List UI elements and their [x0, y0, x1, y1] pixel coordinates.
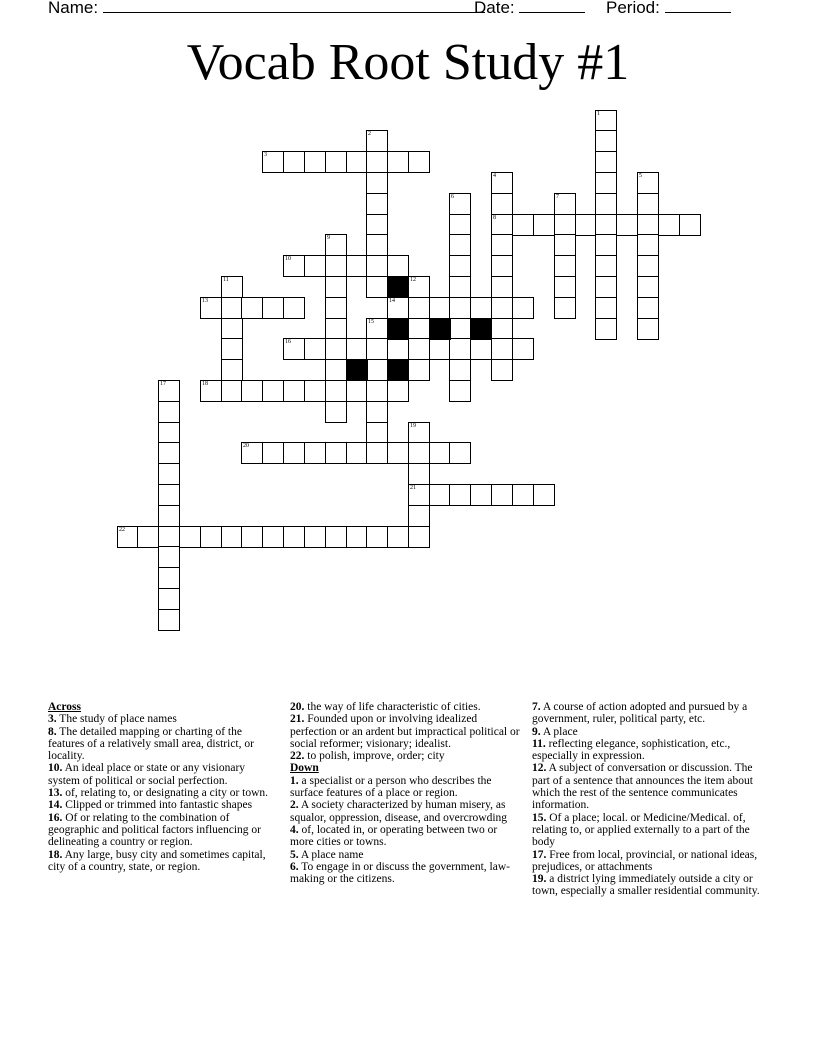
crossword-cell[interactable]	[595, 151, 617, 173]
crossword-cell[interactable]	[491, 484, 513, 506]
crossword-cell[interactable]	[512, 214, 534, 236]
crossword-cell[interactable]	[554, 234, 576, 256]
crossword-cell[interactable]	[470, 484, 492, 506]
crossword-cell[interactable]	[637, 214, 659, 236]
crossword-cell[interactable]	[595, 110, 617, 132]
clue-number: 17	[160, 381, 166, 387]
clue-item	[532, 873, 768, 898]
crossword-cell[interactable]	[387, 151, 409, 173]
crossword-cell[interactable]	[366, 318, 388, 340]
crossword-cell[interactable]	[533, 214, 555, 236]
crossword-cell[interactable]	[325, 255, 347, 277]
crossword-cell[interactable]	[366, 193, 388, 215]
black-square	[470, 318, 492, 340]
crossword-cell[interactable]	[221, 526, 243, 548]
clue-number: 21	[410, 485, 416, 491]
clue-item	[532, 726, 768, 738]
crossword-cell[interactable]	[491, 234, 513, 256]
crossword-cell[interactable]	[221, 338, 243, 360]
crossword-cell[interactable]	[179, 526, 201, 548]
clue-item-text: The study of place names	[56, 713, 177, 726]
crossword-cell[interactable]	[325, 151, 347, 173]
clue-item-text: to polish, improve, order; city	[304, 750, 445, 763]
crossword-cell[interactable]	[158, 567, 180, 589]
clue-item	[48, 799, 278, 811]
crossword-cell[interactable]	[408, 484, 430, 506]
crossword-cell[interactable]	[408, 151, 430, 173]
crossword-cell[interactable]	[158, 546, 180, 568]
clue-item-number: 9.	[532, 725, 541, 738]
crossword-cell[interactable]	[346, 151, 368, 173]
clue-number: 15	[368, 319, 374, 325]
crossword-cell[interactable]	[158, 442, 180, 464]
clue-item	[48, 787, 278, 799]
clue-item-number: 12.	[532, 762, 547, 775]
crossword-cell[interactable]	[408, 276, 430, 298]
clue-item	[532, 849, 768, 874]
crossword-cell[interactable]	[158, 588, 180, 610]
crossword-cell[interactable]	[408, 463, 430, 485]
clue-item-text: reflecting elegance, sophistication, etc., especially in expression.	[532, 737, 731, 763]
crossword-cell[interactable]	[158, 526, 180, 548]
clue-item-number: 14.	[48, 799, 63, 812]
clue-item-text: Founded upon or involving idealized perfection or an ardent but impractical political or social reformer; visionary; idealist.	[290, 713, 520, 750]
crossword-cell[interactable]	[325, 526, 347, 548]
clue-item	[532, 812, 768, 849]
clue-item-text: To engage in or discuss the government, law-making or the citizens.	[290, 860, 510, 886]
crossword-cell[interactable]	[366, 526, 388, 548]
clue-item	[48, 849, 278, 874]
crossword-cell[interactable]	[637, 318, 659, 340]
crossword-cell[interactable]	[491, 193, 513, 215]
crossword-cell[interactable]	[449, 234, 471, 256]
crossword-cell[interactable]	[595, 193, 617, 215]
crossword-cell[interactable]	[200, 526, 222, 548]
clue-number: 18	[202, 381, 208, 387]
clue-item	[290, 713, 520, 750]
clue-item	[290, 824, 520, 849]
clue-item-number: 5.	[290, 848, 299, 861]
clue-item-text: Of or relating to the combination of geographic and political factors influencing or delineating a country or region.	[48, 811, 261, 849]
crossword-cell[interactable]	[449, 484, 471, 506]
clue-item-number: 21.	[290, 713, 305, 726]
crossword-cell[interactable]	[637, 255, 659, 277]
crossword-cell[interactable]	[158, 380, 180, 402]
crossword-cell[interactable]	[200, 297, 222, 319]
crossword-cell[interactable]	[491, 297, 513, 319]
crossword-cell[interactable]	[637, 297, 659, 319]
crossword-cell[interactable]	[554, 214, 576, 236]
clue-number: 10	[285, 256, 291, 262]
clue-item	[290, 849, 520, 861]
across-clue-list	[48, 713, 278, 873]
crossword-cell[interactable]	[366, 130, 388, 152]
crossword-cell[interactable]	[304, 338, 326, 360]
crossword-cell[interactable]	[117, 526, 139, 548]
crossword-cell[interactable]	[158, 401, 180, 423]
crossword-cell[interactable]	[366, 255, 388, 277]
crossword-cell[interactable]	[325, 401, 347, 423]
crossword-cell[interactable]	[408, 297, 430, 319]
crossword-cell[interactable]	[366, 151, 388, 173]
across-heading: Across	[48, 701, 82, 713]
crossword-cell[interactable]	[366, 338, 388, 360]
crossword-cell[interactable]	[346, 380, 368, 402]
crossword-cell[interactable]	[283, 526, 305, 548]
crossword-cell[interactable]	[221, 297, 243, 319]
clue-item-text: A place name	[298, 848, 364, 861]
clue-item-number: 6.	[290, 860, 299, 873]
clues-column-2	[290, 701, 520, 885]
crossword-cell[interactable]	[241, 380, 263, 402]
clue-number: 3	[264, 152, 267, 158]
crossword-cell[interactable]	[325, 380, 347, 402]
crossword-cell[interactable]	[262, 151, 284, 173]
black-square	[346, 359, 368, 381]
crossword-cell[interactable]	[221, 276, 243, 298]
clue-item-number: 22.	[290, 750, 305, 763]
crossword-cell[interactable]	[304, 380, 326, 402]
crossword-cell[interactable]	[449, 318, 471, 340]
clue-item-number: 1.	[290, 774, 299, 787]
black-square	[429, 318, 451, 340]
crossword-cell[interactable]	[387, 338, 409, 360]
black-square	[387, 318, 409, 340]
crossword-cell[interactable]	[387, 526, 409, 548]
crossword-cell[interactable]	[491, 359, 513, 381]
clue-item-number: 4.	[290, 823, 299, 836]
crossword-cell[interactable]	[158, 484, 180, 506]
crossword-cell[interactable]	[512, 338, 534, 360]
clue-item-number: 8.	[48, 725, 57, 738]
crossword-cell[interactable]	[366, 359, 388, 381]
crossword-cell[interactable]	[449, 380, 471, 402]
crossword-cell[interactable]	[637, 172, 659, 194]
clue-number: 8	[493, 215, 496, 221]
crossword-cell[interactable]	[200, 380, 222, 402]
crossword-cell[interactable]	[449, 297, 471, 319]
crossword-cell[interactable]	[366, 214, 388, 236]
crossword-cell[interactable]	[283, 255, 305, 277]
clue-item-number: 2.	[290, 799, 299, 812]
crossword-cell[interactable]	[221, 380, 243, 402]
crossword-cell[interactable]	[283, 338, 305, 360]
crossword-cell[interactable]	[366, 422, 388, 444]
crossword-cell[interactable]	[491, 214, 513, 236]
crossword-cell[interactable]	[554, 193, 576, 215]
crossword-cell[interactable]	[637, 234, 659, 256]
crossword-cell[interactable]	[408, 442, 430, 464]
clue-number: 12	[410, 277, 416, 283]
crossword-cell[interactable]	[595, 318, 617, 340]
crossword-cell[interactable]	[491, 318, 513, 340]
crossword-cell[interactable]	[408, 422, 430, 444]
crossword-cell[interactable]	[387, 297, 409, 319]
crossword-cell[interactable]	[449, 442, 471, 464]
crossword-cell[interactable]	[366, 401, 388, 423]
clue-item	[532, 701, 768, 726]
crossword-cell[interactable]	[304, 151, 326, 173]
crossword-cell[interactable]	[554, 276, 576, 298]
crossword-cell[interactable]	[366, 276, 388, 298]
clue-item-number: 15.	[532, 811, 547, 824]
clue-number: 9	[327, 235, 330, 241]
crossword-cell[interactable]	[241, 526, 263, 548]
clue-number: 6	[451, 194, 454, 200]
crossword-cell[interactable]	[346, 338, 368, 360]
page-title: Vocab Root Study #1	[186, 34, 630, 91]
crossword-cell[interactable]	[595, 297, 617, 319]
clue-number: 5	[639, 173, 642, 179]
crossword-cell[interactable]	[221, 318, 243, 340]
crossword-cell[interactable]	[325, 338, 347, 360]
clue-item-number: 19.	[532, 873, 547, 886]
clue-item	[532, 738, 768, 763]
clue-item-number: 20.	[290, 701, 305, 713]
clue-item	[48, 762, 278, 787]
clue-item	[532, 762, 768, 811]
crossword-cell[interactable]	[366, 442, 388, 464]
clue-item-number: 7.	[532, 701, 541, 713]
clue-item	[48, 726, 278, 763]
crossword-cell[interactable]	[575, 214, 597, 236]
crossword-cell[interactable]	[366, 234, 388, 256]
crossword-cell[interactable]	[346, 442, 368, 464]
crossword-cell[interactable]	[241, 297, 263, 319]
crossword-cell[interactable]	[158, 609, 180, 631]
crossword-cell[interactable]	[283, 151, 305, 173]
clue-item-number: 18.	[48, 848, 63, 861]
period-label: Period:	[606, 0, 660, 17]
crossword-cell[interactable]	[429, 297, 451, 319]
crossword-cell[interactable]	[408, 526, 430, 548]
crossword-cell[interactable]	[304, 526, 326, 548]
clue-number: 1	[597, 111, 600, 117]
clue-item-text: An ideal place or state or any visionary system of political or social perfection.	[48, 762, 246, 787]
crossword-cell[interactable]	[325, 442, 347, 464]
clue-item	[290, 799, 520, 824]
crossword-cell[interactable]	[158, 505, 180, 527]
crossword-cell[interactable]	[325, 359, 347, 381]
crossword-cell[interactable]	[658, 214, 680, 236]
crossword-cell[interactable]	[137, 526, 159, 548]
across-clue-list-continued	[290, 701, 520, 762]
crossword-cell[interactable]	[512, 484, 534, 506]
crossword-cell[interactable]	[346, 255, 368, 277]
clue-item-text: Any large, busy city and sometimes capital, city of a country, state, or region.	[48, 848, 266, 873]
crossword-cell[interactable]	[595, 214, 617, 236]
crossword-cell[interactable]	[491, 172, 513, 194]
crossword-cell[interactable]	[221, 359, 243, 381]
clue-item-text: a specialist or a person who describes the surface features of a place or region.	[290, 774, 492, 800]
crossword-cell[interactable]	[408, 338, 430, 360]
crossword-cell[interactable]	[491, 276, 513, 298]
crossword-cell[interactable]	[679, 214, 701, 236]
crossword-cell[interactable]	[595, 234, 617, 256]
crossword-cell[interactable]	[637, 193, 659, 215]
crossword-cell[interactable]	[449, 214, 471, 236]
crossword-cell[interactable]	[158, 463, 180, 485]
crossword-cell[interactable]	[346, 526, 368, 548]
clue-number: 2	[368, 131, 371, 137]
clue-item-text: Clipped or trimmed into fantastic shapes	[62, 799, 253, 812]
crossword-cell[interactable]	[449, 193, 471, 215]
clue-item	[290, 861, 520, 886]
clue-item-number: 17.	[532, 848, 547, 861]
crossword-cell[interactable]	[449, 276, 471, 298]
clue-item-text: A place	[540, 725, 578, 738]
clue-item-text: The detailed mapping or charting of the features of a relatively small area, district, or locality.	[48, 725, 254, 763]
crossword-cell[interactable]	[408, 505, 430, 527]
crossword-cell[interactable]	[637, 276, 659, 298]
clue-item-text: A subject of conversation or discussion. The part of a sentence that announces the item about which the rest of the sentence communicates information.	[532, 762, 753, 812]
clue-number: 19	[410, 423, 416, 429]
crossword-cell[interactable]	[429, 338, 451, 360]
clue-item	[48, 713, 278, 725]
clue-item-number: 13.	[48, 787, 63, 800]
clue-number: 7	[556, 194, 559, 200]
clue-number: 14	[389, 298, 395, 304]
black-square	[387, 359, 409, 381]
clue-number: 22	[119, 527, 125, 533]
clue-item-text: Of a place; local. or Medicine/Medical. of, relating to, or applied externally to a part of the body	[532, 811, 750, 849]
crossword-cell[interactable]	[449, 338, 471, 360]
clue-item	[290, 750, 520, 762]
crossword-cell[interactable]	[241, 442, 263, 464]
crossword-cell[interactable]	[554, 297, 576, 319]
clue-item-text: A course of action adopted and pursued by a government, ruler, political party, etc.	[532, 701, 748, 726]
crossword-cell[interactable]	[283, 442, 305, 464]
clue-item-number: 10.	[48, 762, 63, 775]
crossword-cell[interactable]	[616, 214, 638, 236]
crossword-cell[interactable]	[304, 442, 326, 464]
clues-column-3	[532, 701, 768, 898]
crossword-cell[interactable]	[512, 297, 534, 319]
crossword-cell[interactable]	[408, 318, 430, 340]
crossword-cell[interactable]	[429, 484, 451, 506]
down-clue-list-continued	[532, 701, 768, 898]
clue-item-text: Free from local, provincial, or national ideas, prejudices, or attachments	[532, 848, 758, 873]
crossword-cell[interactable]	[325, 234, 347, 256]
name-label: Name:	[48, 0, 99, 17]
crossword-cell[interactable]	[595, 255, 617, 277]
crossword-cell[interactable]	[554, 255, 576, 277]
clue-item-text: of, relating to, or designating a city or town.	[62, 787, 269, 800]
down-heading: Down	[290, 762, 319, 775]
crossword-cell[interactable]	[429, 442, 451, 464]
black-square	[387, 276, 409, 298]
crossword-cell[interactable]	[325, 297, 347, 319]
crossword-cell[interactable]	[366, 172, 388, 194]
date-label: Date:	[474, 0, 515, 17]
clues-column-1	[48, 701, 278, 873]
crossword-cell[interactable]	[470, 338, 492, 360]
crossword-cell[interactable]	[470, 297, 492, 319]
crossword-cell[interactable]	[325, 276, 347, 298]
clue-item-number: 3.	[48, 713, 57, 726]
clue-item-number: 16.	[48, 811, 63, 824]
clue-item-text: the way of life characteristic of cities.	[304, 701, 481, 713]
crossword-cell[interactable]	[366, 380, 388, 402]
crossword-cell[interactable]	[262, 526, 284, 548]
clue-number: 11	[223, 277, 229, 283]
crossword-cell[interactable]	[449, 359, 471, 381]
crossword-cell[interactable]	[262, 442, 284, 464]
clue-item	[48, 812, 278, 849]
clue-number: 4	[493, 173, 496, 179]
clue-item-text: A society characterized by human misery, as squalor, oppression, disease, and overcrowding	[290, 799, 508, 824]
crossword-cell[interactable]	[387, 442, 409, 464]
clue-item	[290, 775, 520, 800]
clue-item	[290, 701, 520, 713]
crossword-cell[interactable]	[283, 380, 305, 402]
crossword-cell[interactable]	[449, 255, 471, 277]
crossword-cell[interactable]	[595, 276, 617, 298]
clue-item-number: 11.	[532, 737, 546, 750]
crossword-cell[interactable]	[262, 297, 284, 319]
crossword-cell[interactable]	[262, 380, 284, 402]
crossword-cell[interactable]	[408, 359, 430, 381]
clue-number: 13	[202, 298, 208, 304]
crossword-cell[interactable]	[491, 255, 513, 277]
crossword-cell[interactable]	[595, 172, 617, 194]
crossword-cell[interactable]	[533, 484, 555, 506]
crossword-cell[interactable]	[304, 255, 326, 277]
clue-number: 20	[243, 443, 249, 449]
crossword-cell[interactable]	[283, 297, 305, 319]
clue-number: 16	[285, 339, 291, 345]
crossword-cell[interactable]	[387, 255, 409, 277]
down-clue-list	[290, 775, 520, 886]
crossword-cell[interactable]	[387, 380, 409, 402]
crossword-cell[interactable]	[325, 318, 347, 340]
crossword-cell[interactable]	[491, 338, 513, 360]
clue-item-text: a district lying immediately outside a city or town, especially a smaller residential community.	[532, 873, 760, 898]
clue-item-text: of, located in, or operating between two or more cities or towns.	[290, 823, 498, 849]
crossword-cell[interactable]	[158, 422, 180, 444]
crossword-cell[interactable]	[595, 130, 617, 152]
